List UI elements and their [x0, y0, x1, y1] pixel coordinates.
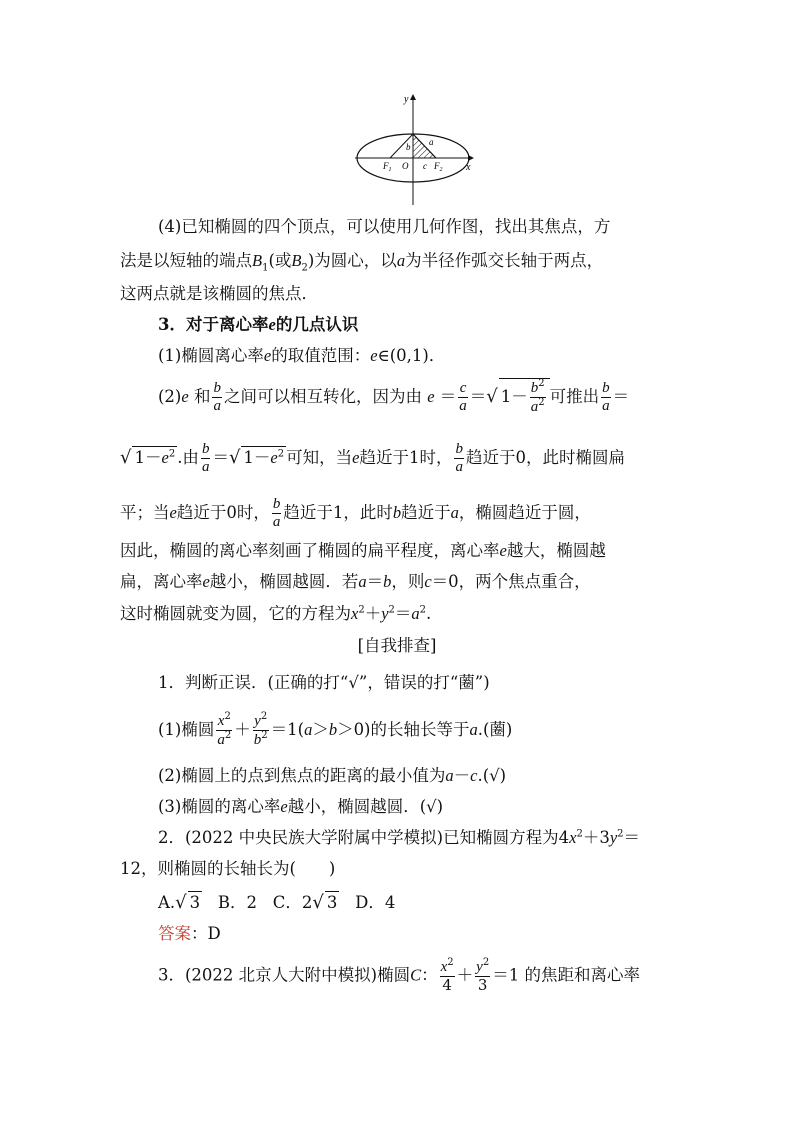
answer-label: 答案 — [158, 924, 191, 943]
label-f2: $F_2$ — [434, 161, 443, 173]
q2-options — [158, 891, 395, 914]
q2-answer: 答案：D — [158, 924, 221, 943]
q1-title: 1．判断正误．(正确的打“√”，错误的打“蔨”) — [158, 673, 490, 692]
p4-line3: 这两点就是该椭圆的焦点． — [120, 284, 318, 303]
frac-c-a: $\frac{c}{a}$ — [459, 380, 467, 414]
label-b: b — [406, 142, 411, 152]
e2-line6: 这时椭圆就变为圆，它的方程为$x^2+y^2=a^2$. — [120, 604, 432, 623]
label-o: O — [402, 161, 409, 171]
label-a: a — [429, 137, 434, 147]
p4-line2: 法是以短轴的端点$B_1$(或$B_2$)为圆心，以a为半径作弧交长轴于两点， — [120, 251, 604, 274]
e2-line5: 扁，离心率e越小，椭圆越圆．若a＝b，则c＝0，两个焦点重合， — [120, 572, 591, 591]
q2-option-a[interactable]: A.√ 3 — [158, 892, 201, 913]
p4-line1: (4)已知椭圆的四个顶点，可以使用几何作图，找出其焦点，方 — [158, 217, 611, 236]
section3-title: 3．对于离心率e的几点认识 — [158, 315, 359, 334]
ellipse-figure — [350, 90, 480, 208]
e2-line3: 平；当e趋近于0时， $\frac{b}{a}$ 趋近于1，此时b趋近于a，椭圆趋近于圆， — [120, 496, 591, 530]
self-check-heading: [自我排查] — [357, 636, 437, 655]
y-axis-arrow — [410, 94, 416, 100]
label-c: c — [423, 161, 427, 171]
label-x: x — [466, 162, 471, 173]
q2-line1: 2．(2022 中央民族大学附属中学模拟)已知椭圆方程为$4x^2+3y^2=$ — [158, 828, 641, 847]
q2-option-c[interactable]: C．2√ 3 — [272, 892, 338, 913]
e2-line2: √ $1-e^2$ .由 $\frac{b}{a}$ ＝√ $1-e^2$ 可知，当e趋近于1时， $\frac{b}{a}$ 趋近于0，此时椭圆扁 — [120, 441, 625, 475]
q1-item2: (2)椭圆上的点到焦点的距离的最小值为a－c.(√) — [158, 766, 507, 785]
q2-line2: 12，则椭圆的长轴长为( ) — [120, 859, 336, 878]
q3-line1: 3．(2022 北京人大附中模拟)椭圆C： $\frac{x^2}{4}$ ＋ $\frac{y^2}{3}$ ＝1 的焦距和离心率 — [158, 957, 640, 994]
label-f1: $F_1$ — [383, 161, 392, 173]
q1-item3: (3)椭圆的离心率e越小，椭圆越圆．(√) — [158, 797, 444, 816]
sqrt-expr: 1－ $\frac{b^2}{a^2}$ — [499, 378, 550, 416]
q2-option-b[interactable]: B．2 — [217, 893, 258, 912]
q2-option-d[interactable]: D．4 — [355, 893, 396, 912]
frac-b-a: $\frac{b}{a}$ — [213, 380, 221, 414]
e2-line1: (2)e 和 $\frac{b}{a}$ 之间可以相互转化，因为由 e ＝ $\frac{c}{a}$ ＝√ 1－ $\frac{b^2}{a^2}$ 可推出 $\frac{b}{a}$ ＝ — [158, 378, 630, 415]
q1-item1: (1)椭圆 $\frac{x^2}{a^2}$ ＋ $\frac{y^2}{b^2}$ ＝1(a＞b＞0)的长轴长等于a.(蔨) — [158, 711, 513, 748]
e1-line: (1)椭圆离心率e的取值范围：e∈(0,1)． — [158, 346, 446, 365]
e2-line4: 因此，椭圆的离心率刻画了椭圆的扁平程度，离心率e越大，椭圆越 — [120, 541, 606, 560]
label-y: y — [404, 94, 409, 105]
